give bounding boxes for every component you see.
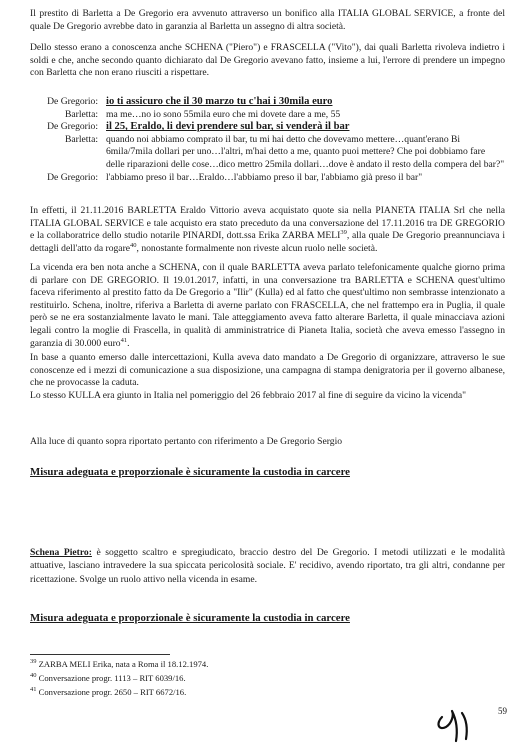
paragraph-kulla: Lo stesso KULLA era giunto in Italia nel pomeriggio del 26 febbraio 2017 al fine di seguire da vicino la vicenda"	[30, 390, 467, 401]
dialogue-line	[30, 134, 505, 172]
handwritten-signature	[432, 705, 492, 745]
dialogue-line	[30, 109, 505, 122]
speaker: De Gregorio:	[47, 171, 98, 183]
speaker: De Gregorio:	[47, 96, 98, 107]
footnote-divider	[30, 654, 170, 655]
dialogue-line	[30, 96, 505, 109]
schena-label: Schena Pietro:	[30, 547, 92, 558]
paragraph-intercepts: In base a quanto emerso dalle intercettazioni, Kulla aveva dato mandato a De Gregorio di organizzare, attraverso le sue conoscenze ed i mezzi di comunicazione a sua disposizione, una campagna di stampa denigratoria per il governo albanese, che ne provocasse la caduta.	[30, 352, 505, 389]
dialogue-line	[30, 172, 505, 185]
dialogue-line	[30, 121, 505, 134]
speaker: Barletta:	[64, 133, 98, 145]
page-number: 59	[498, 706, 507, 716]
paragraph-conclusion: Alla luce di quanto sopra riportato pertanto con riferimento a De Gregorio Sergio	[30, 436, 343, 447]
speaker: Barletta:	[64, 108, 98, 120]
paragraph-schena-profile: Schena Pietro: è soggetto scaltro e spregiudicato, braccio destro del De Gregorio. I metodi utilizzati e le modalità attuative, lasciano intravedere la sua spiccata pericolosità sociale. E' recidivo, avendo riportato, tra gli altri, condanne per ricettazione. Svolge un ruolo attivo nella vicenda in esame.	[30, 547, 505, 585]
dialogue-block	[30, 96, 505, 184]
paragraph-schena-call: La vicenda era ben nota anche a SCHENA, con il quale BARLETTA aveva parlato telefonicamente qualche giorno prima di parlare con DE GREGORIO. Il 19.01.2017, infatti, in una conversazione tra BARLETTA e SCHENA quest'ultimo faceva riferimento al prestito fatto da De Gregorio a "Ilir" (Kulla) ed al fatto che quest'ultimo non sembrasse intenzionato a restituirlo. Schena, inoltre, riferiva a Barletta di averne parlato con FRASCELLA, che nel frattempo era in Puglia, il quale però se ne era sostanzialmente lavato le mani. Tale atteggiamento aveva fatto alterare Barletta, il quale minacciava azioni legali contro la moglie di Frascella, in qualità di amministratrice di Pianeta Italia, società che aveva emesso l'assegno in garanzia di 30.000 euro$^{41}$.	[30, 262, 505, 349]
utterance: quando noi abbiamo comprato il bar, tu mi hai detto che dovevamo mettere…quant'erano Bi 6mila/7mila dollari per uno…l'altri, m'hai detto a me, quanto puoi mettere? Che poi dobbiamo fare delle riparazioni delle cose…dico mettro 25mila dollari…dove è andato il resto della compera del bar?"	[106, 133, 505, 170]
footnote: $^{41}$ Conversazione progr. 2650 – RIT 6672/16.	[30, 686, 187, 697]
footnote: $^{40}$ Conversazione progr. 1113 – RIT 6039/16.	[30, 672, 186, 683]
paragraph-schena-frascella: Dello stesso erano a conoscenza anche SCHENA ("Piero") e FRASCELLA ("Vito"), dai quali Barletta rivoleva indietro i soldi e che, anche secondo quanto dichiarato dal De Gregorio avevano fatto, insieme a lui, l'errore di prendere un impegno con Barletta che non erano riusciti a rispettare.	[30, 42, 505, 79]
heading-custody-degregorio: Misura adeguata e proporzionale è sicuramente la custodia in carcere	[30, 466, 350, 478]
footnote: $^{39}$ ZARBA MELI Erika, nata a Roma il 18.12.1974.	[30, 658, 209, 669]
heading-custody-schena: Misura adeguata e proporzionale è sicuramente la custodia in carcere	[30, 612, 350, 624]
utterance: io ti assicuro che il 30 marzo tu c'hai i 30mila euro	[106, 96, 333, 107]
utterance: il 25, Eraldo, li devi prendere sul bar, si venderà il bar	[106, 121, 350, 133]
utterance: ma me…no io sono 55mila euro che mi dovete dare a me, 55	[106, 108, 341, 120]
speaker: De Gregorio:	[47, 121, 98, 133]
paragraph-acquisition: In effetti, il 21.11.2016 BARLETTA Eraldo Vittorio aveva acquistato quote sia nella PIANETA ITALIA Srl che nella ITALIA GLOBAL SERVICE e tale acquisto era stato preceduto da una conversazione del 17.11.2016 tra DE GREGORIO e la collaboratrice dello studio notarile PINARDI, dott.ssa Erika ZARBA MELI$^{39}$, alla quale De Gregorio preannunciava i dettagli dell'atto da rogare$^{40}$, nonostante formalmente non riveste alcun ruolo nelle società.	[30, 205, 505, 254]
utterance: l'abbiamo preso il bar…Eraldo…l'abbiamo preso il bar, l'abbiamo già preso il bar"	[106, 171, 423, 183]
paragraph-loan: Il prestito di Barletta a De Gregorio era avvenuto attraverso un bonifico alla ITALIA GLOBAL SERVICE, a fronte del quale De Gregorio avrebbe dato in garanzia al Barletta un assegno di altra società.	[30, 8, 505, 32]
